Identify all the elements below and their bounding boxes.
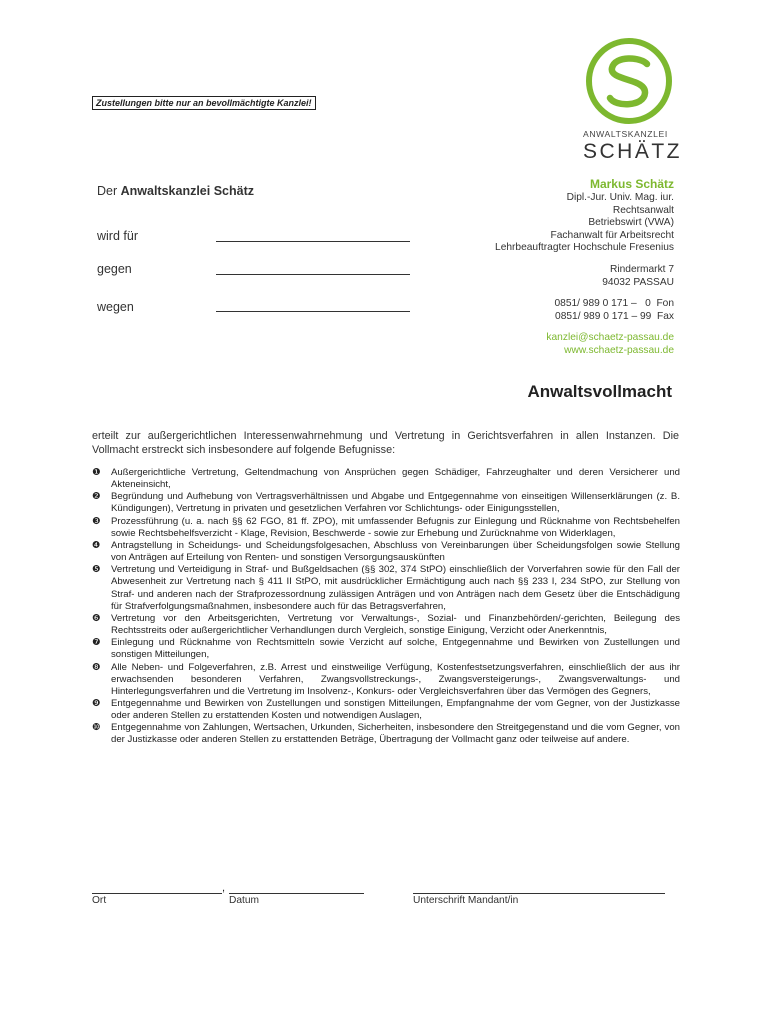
opponent-field[interactable] (216, 274, 410, 275)
firm-logo (583, 37, 682, 163)
number-badge-icon: ❸ (92, 515, 101, 527)
grantee-line: Der Anwaltskanzlei Schätz (97, 184, 254, 198)
number-badge-icon: ❺ (92, 564, 101, 576)
city: 94032 PASSAU (602, 276, 674, 288)
number-badge-icon: ❿ (92, 722, 101, 734)
logo-wordmark: SCHÄTZ (583, 140, 682, 163)
letterhead-address (495, 176, 674, 358)
list-item: ❼ Einlegung und Rücknahme von Rechtsmitteln sowie Verzicht auf solche, Entgegennahme und Bewirken von Zustellungen und sonstigen Mitteilungen, (92, 637, 680, 661)
date-separator: , (222, 882, 226, 894)
list-item: ❿ Entgegennahme von Zahlungen, Wertsachen, Urkunden, Sicherheiten, insbesondere den Streitgegenstand und die vom Gegner, von der Justizkasse oder anderen Stellen zu erstattenden Beträge, Übertragung der Vollmacht ganz oder teilweise auf andere. (92, 722, 680, 746)
lawyer-title: Betriebswirt (VWA) (588, 217, 674, 229)
number-badge-icon: ❼ (92, 637, 101, 649)
delivery-notice: Zustellungen bitte nur an bevollmächtigte Kanzlei! (92, 96, 316, 110)
place-field[interactable] (92, 893, 222, 894)
lawyer-name: Markus Schätz (589, 177, 674, 191)
number-badge-icon: ❶ (92, 467, 101, 478)
lawyer-title: Dipl.-Jur. Univ. Mag. iur. (566, 192, 674, 203)
list-item: ❻ Vertretung vor den Arbeitsgerichten, Vertretung vor Verwaltungs-, Sozial- und Finanzbehörden/-gerichten, Beilegung des Rechtsstreits oder außergerichtlicher Verhandlungen durch Vergleich, sonstige Einigung, Verzicht oder Anerkenntnis, (92, 612, 680, 637)
number-badge-icon: ❾ (92, 697, 101, 709)
list-item: ❷ Begründung und Aufhebung von Vertragsverhältnissen und Abgabe und Entgegennahme von einseitigen Willenserklärungen (z. B. Kündigungen), Vertretung in privaten und gesetzlichen Verfahren vor Schlichtungs- oder Einigungsstellen, (92, 491, 680, 515)
date-label: Datum (229, 895, 260, 906)
lawyer-title: Rechtsanwalt (612, 204, 674, 216)
signature-field[interactable] (413, 893, 665, 894)
powers-list (92, 467, 680, 747)
list-item: ❶ Außergerichtliche Vertretung, Geltendmachung von Ansprüchen gegen Schädiger, Fahrzeughalter und deren Versicherer und Akteneinsicht, (92, 467, 680, 491)
list-item: ❾ Entgegennahme und Bewirken von Zustellungen und sonstigen Mitteilungen, Empfangnahme der vom Gegner, von der Justizkasse oder anderen Stellen zu erstattenden Kosten und notwendigen Auslagen, (92, 697, 680, 722)
website-link[interactable]: www.schaetz-passau.de (564, 344, 674, 356)
list-item: ❽ Alle Neben- und Folgeverfahren, z.B. Arrest und einstweilige Verfügung, Kostenfestsetzungsverfahren, einschließlich der aus ihr erwachsenden besonderen Verfahren, Zwangsvollstreckungs-, Zwangsversteigerungs-, Zwangsverwaltungs- und Hinterlegungsverfahren und die Vertretung im Insolvenz-, Konkurs- oder Vergleichsverfahren über das Vermögen des Gegners, (92, 661, 680, 697)
list-item: ❹ Antragstellung in Scheidungs- und Scheidungsfolgesachen, Abschluss von Vereinbarungen über Scheidungsfolgen sowie Stellung von Anträgen auf Erteilung von Renten- und sonstigen Versorgungsauskünften (92, 539, 680, 564)
lawyer-title: Lehrbeauftragter Hochschule Fresenius (495, 242, 674, 254)
place-label: Ort (92, 895, 107, 906)
list-item: ❺ Vertretung und Verteidigung in Straf- und Bußgeldsachen (§§ 302, 374 StPO) einschließlich der Vorverfahren sowie für den Fall der Abwesenheit zur Vertretung nach § 411 II StPO, mit ausdrücklicher Ermächtigung auch nach §§ 233 I, 234 StPO, zur Stellung von Straf- und anderen nach der Strafprozessordnung zulässigen Anträgen und von Anträgen nach dem Gesetz über die Entschädigung für Strafverfolgungsmaßnahmen, insbesondere auch für das Betragsverfahren, (92, 564, 680, 612)
fax: 0851/ 989 0 171 – 99 Fax (555, 310, 674, 322)
client-label: wird für (97, 229, 138, 243)
number-badge-icon: ❽ (92, 661, 101, 673)
lawyer-title: Fachanwalt für Arbeitsrecht (550, 229, 674, 241)
intro-paragraph: erteilt zur außergerichtlichen Interessenwahrnehmung und Vertretung in Gerichtsverfahren in allen Instanzen. Die Vollmacht erstreckt sich insbesondere auf folgende Befugnisse: (92, 430, 679, 456)
client-field[interactable] (216, 241, 410, 242)
number-badge-icon: ❻ (92, 612, 101, 624)
number-badge-icon: ❷ (92, 491, 101, 503)
opponent-label: gegen (97, 262, 132, 276)
subject-field[interactable] (216, 311, 410, 312)
document-title: Anwaltsvollmacht (527, 382, 672, 401)
street: Rindermarkt 7 (610, 263, 674, 275)
subject-label: wegen (97, 300, 134, 314)
list-item: ❸ Prozessführung (u. a. nach §§ 62 FGO, 81 ff. ZPO), mit umfassender Befugnis zur Einlegung und Rücknahme von Rechtsbehelfen sowie Rechtsbehelfsverzicht - Klage, Revision, Beschwerde - sowie zur Erhebung und Zurücknahme von Widerklagen, (92, 515, 680, 539)
s-logo-icon (585, 37, 673, 125)
date-field[interactable] (229, 893, 364, 894)
signature-label: Unterschrift Mandant/in (413, 895, 519, 906)
email-link[interactable]: kanzlei@schaetz-passau.de (546, 332, 674, 344)
grantee-name: Anwaltskanzlei Schätz (120, 184, 254, 198)
phone: 0851/ 989 0 171 – 0 Fon (554, 298, 674, 310)
number-badge-icon: ❹ (92, 539, 101, 551)
logo-subtitle: ANWALTSKANZLEI (583, 129, 668, 139)
